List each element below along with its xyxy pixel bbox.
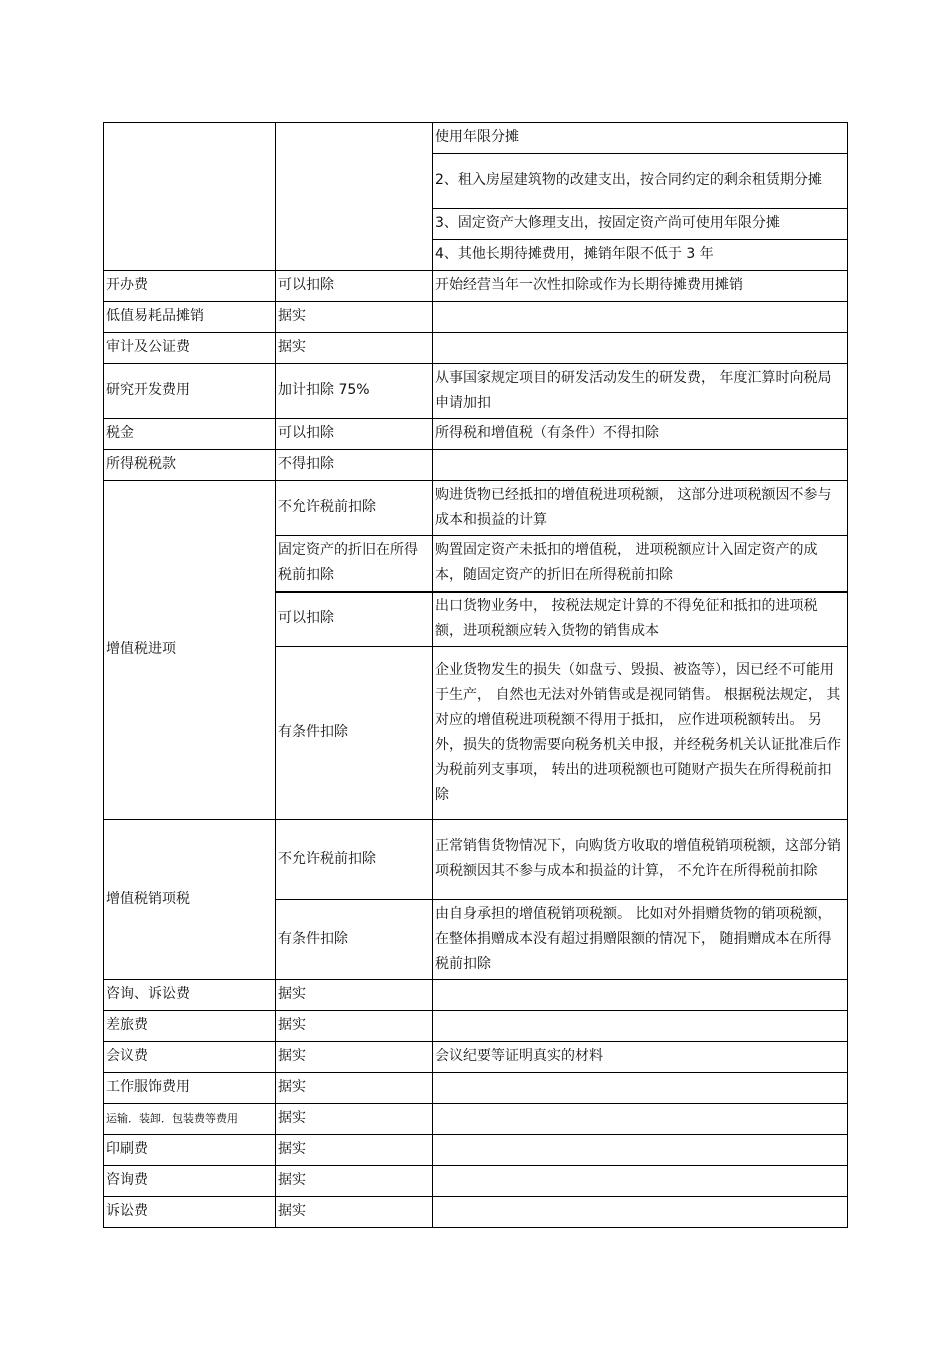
note-cell bbox=[433, 1197, 848, 1228]
note-cell: 2、租入房屋建筑物的改建支出，按合同约定的剩余租赁期分摊 bbox=[433, 154, 848, 209]
item-cell: 增值税进项 bbox=[104, 481, 276, 820]
treatment-cell: 不得扣除 bbox=[276, 450, 433, 481]
item-cell: 诉讼费 bbox=[104, 1197, 276, 1228]
treatment-cell: 不允许税前扣除 bbox=[276, 481, 433, 536]
note-cell bbox=[433, 450, 848, 481]
treatment-cell: 加计扣除 75% bbox=[276, 364, 433, 419]
note-cell: 购进货物已经抵扣的增值税进项税额， 这部分进项税额因不参与成本和损益的计算 bbox=[433, 481, 848, 536]
item-cell: 开办费 bbox=[104, 271, 276, 302]
note-cell: 所得税和增值税（有条件）不得扣除 bbox=[433, 419, 848, 450]
treatment-cell: 有条件扣除 bbox=[276, 647, 433, 820]
treatment-cell: 据实 bbox=[276, 980, 433, 1011]
table-row bbox=[104, 1135, 848, 1166]
treatment-cell: 不允许税前扣除 bbox=[276, 820, 433, 900]
table-row bbox=[104, 980, 848, 1011]
treatment-cell: 可以扣除 bbox=[276, 271, 433, 302]
table-row bbox=[104, 1166, 848, 1197]
table-row bbox=[104, 271, 848, 302]
note-cell: 由自身承担的增值税销项税额。 比如对外捐赠货物的销项税额，在整体捐赠成本没有超过捐赠限额的情况下， 随捐赠成本在所得税前扣除 bbox=[433, 900, 848, 980]
tax-deduction-table bbox=[103, 122, 848, 1228]
table-row bbox=[104, 333, 848, 364]
note-cell: 购置固定资产未抵扣的增值税， 进项税额应计入固定资产的成本，随固定资产的折旧在所得税前扣除 bbox=[433, 536, 848, 592]
item-cell: 税金 bbox=[104, 419, 276, 450]
treatment-cell: 可以扣除 bbox=[276, 419, 433, 450]
table-row bbox=[104, 450, 848, 481]
item-cell: 增值税销项税 bbox=[104, 820, 276, 980]
table-row bbox=[104, 419, 848, 450]
treatment-cell: 据实 bbox=[276, 1197, 433, 1228]
note-cell: 企业货物发生的损失（如盘亏、毁损、被盗等），因已经不可能用于生产， 自然也无法对外销售或是视同销售。 根据税法规定， 其对应的增值税进项税额不得用于抵扣， 应作进项税额转出。 另外，损失的货物需要向税务机关申报，并经税务机关认证批准后作为税前列支事项， 转出的进项税额也可随财产损失在所得税前扣除 bbox=[433, 647, 848, 820]
note-cell bbox=[433, 1104, 848, 1135]
treatment-cell: 据实 bbox=[276, 1166, 433, 1197]
item-cell: 会议费 bbox=[104, 1042, 276, 1073]
note-cell: 从事国家规定项目的研发活动发生的研发费， 年度汇算时向税局申请加扣 bbox=[433, 364, 848, 419]
table-row bbox=[104, 364, 848, 419]
item-cell: 印刷费 bbox=[104, 1135, 276, 1166]
table-row bbox=[104, 1104, 848, 1135]
note-cell: 正常销售货物情况下，向购货方收取的增值税销项税额，这部分销项税额因其不参与成本和损益的计算， 不允许在所得税前扣除 bbox=[433, 820, 848, 900]
treatment-cell: 可以扣除 bbox=[276, 592, 433, 647]
table-row bbox=[104, 1197, 848, 1228]
treatment-cell: 据实 bbox=[276, 1104, 433, 1135]
treatment-cell: 有条件扣除 bbox=[276, 900, 433, 980]
treatment-cell: 据实 bbox=[276, 302, 433, 333]
note-cell bbox=[433, 302, 848, 333]
item-cell: 审计及公证费 bbox=[104, 333, 276, 364]
treatment-cell: 固定资产的折旧在所得税前扣除 bbox=[276, 536, 433, 592]
note-cell: 4、其他长期待摊费用，摊销年限不低于 3 年 bbox=[433, 240, 848, 271]
note-cell bbox=[433, 980, 848, 1011]
treatment-cell bbox=[276, 123, 433, 271]
treatment-cell: 据实 bbox=[276, 1042, 433, 1073]
note-cell bbox=[433, 1011, 848, 1042]
item-cell: 咨询费 bbox=[104, 1166, 276, 1197]
item-cell: 差旅费 bbox=[104, 1011, 276, 1042]
note-cell bbox=[433, 1135, 848, 1166]
note-cell: 出口货物业务中， 按税法规定计算的不得免征和抵扣的进项税额，进项税额应转入货物的销售成本 bbox=[433, 592, 848, 647]
table-row bbox=[104, 1042, 848, 1073]
treatment-cell: 据实 bbox=[276, 1073, 433, 1104]
item-cell: 研究开发费用 bbox=[104, 364, 276, 419]
note-cell: 会议纪要等证明真实的材料 bbox=[433, 1042, 848, 1073]
table-row bbox=[104, 820, 848, 900]
table-row bbox=[104, 1073, 848, 1104]
item-cell: 运输．装卸．包装费等费用 bbox=[104, 1104, 276, 1135]
treatment-cell: 据实 bbox=[276, 1011, 433, 1042]
note-cell: 开始经营当年一次性扣除或作为长期待摊费用摊销 bbox=[433, 271, 848, 302]
table-row bbox=[104, 123, 848, 154]
table-row bbox=[104, 481, 848, 536]
treatment-cell: 据实 bbox=[276, 1135, 433, 1166]
note-cell: 3、固定资产大修理支出，按固定资产尚可使用年限分摊 bbox=[433, 209, 848, 240]
item-cell: 低值易耗品摊销 bbox=[104, 302, 276, 333]
treatment-cell: 据实 bbox=[276, 333, 433, 364]
table-row bbox=[104, 302, 848, 333]
item-cell bbox=[104, 123, 276, 271]
item-cell: 所得税税款 bbox=[104, 450, 276, 481]
note-cell bbox=[433, 1166, 848, 1197]
note-cell bbox=[433, 333, 848, 364]
item-cell: 咨询、诉讼费 bbox=[104, 980, 276, 1011]
table-row bbox=[104, 1011, 848, 1042]
note-cell bbox=[433, 1073, 848, 1104]
note-cell: 使用年限分摊 bbox=[433, 123, 848, 154]
item-cell: 工作服饰费用 bbox=[104, 1073, 276, 1104]
